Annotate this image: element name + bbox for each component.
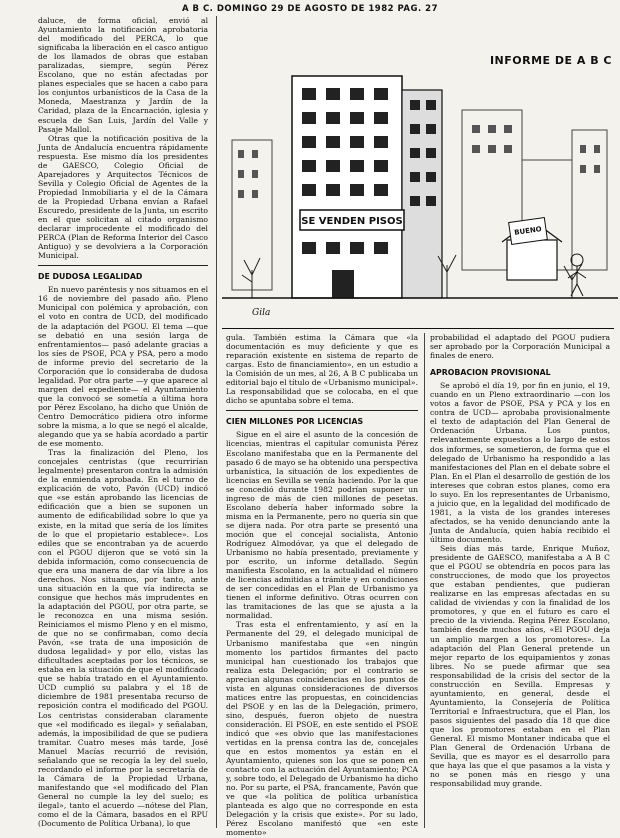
paragraph: gula. También estima la Cámara que «la documentación es muy deficiente y que es reparación existente en sistema de reparto de cargas. Esto de financiamiento», en un estudio a la Comisión de un mes, al 26, A B C publicaba un editorial bajo el título de «Urbanismo municipal». La responsabilidad que se colocaba, en el que dicho se apuntaba sobre el tema.	[226, 333, 418, 406]
paragraph: Tras esta el enfrentamiento, y así en la Permanente del 29, el delegado municipal de Urbanismo manifestaba que «en ningún momento los partidos firmantes del pacto municipal han cuestionado los trabajos que realiza esta Delegación; por el contrario se aprecian algunas coincidencias en los puntos de vista en algunas consideraciones de diversos matices entre las propuestas, en coincidencias del PSOE y en las de la Delegación, primero, sino, después, fueron objeto de nuestra consideración. El PSOE, en este sentido el PSOE indicó que «es obvio que las manifestaciones vertidas en la prensa contra las de, concejales que en estos momentos ya están en el Ayuntamiento, quienes son los que se ponen en contacto con la actuación del Ayuntamiento; PCA y, sobre todo, el Delegado de Urbanismo ha dicho no. Por su parte, el PSA, francamente, Pavón que ve que «la política de política urbanística planteada es algo que no corresponde en esta Delegación y la crisis que existe». Por su lado, Pérez Escolano manifestó que «en este momento»	[226, 620, 418, 838]
cartoon-illustration	[222, 70, 618, 322]
section-heading: DE DUDOSA LEGALIDAD	[38, 272, 143, 282]
cartoon-bottom-rule	[222, 328, 614, 329]
paragraph: En nuevo paréntesis y nos situamos en el 16 de noviembre del pasado año. Pleno Municipal con polémica y aprobación, con el voto en contra de UCD, del modificado de la adaptación del PGOU. El tema —que se debatió en una sesión larga de enfrentamientos— pasó adelante gracias a los síes de PSOE, PCA y PSA, pero a modo de informe previo del secretario de la Corporación que lo consideraba de dudosa legalidad. Por otra parte —y que aparece al margen del expediente— el Ayuntamiento que la convocó se sometía a última hora por Pérez Escolano, ha dicho que Unión de Centro Democrático pidiera otro informe sobre la misma, a lo que se negó el alcalde, alegando que ya se había acordado a partir de ese momento.	[38, 285, 208, 449]
column-2	[226, 333, 418, 838]
section-label: INFORME DE A B C	[489, 54, 612, 67]
paragraph: probabilidad el adaptado del PGOU pudiera ser aprobado por la Corporación Municipal a finales de enero.	[430, 333, 610, 361]
column-divider	[424, 333, 425, 828]
section-heading: CIEN MILLONES POR LICENCIAS	[226, 417, 364, 427]
section-heading: APROBACION PROVISIONAL	[430, 368, 551, 378]
paragraph: Tras la finalización del Pleno, los concejales centristas (que recurrirían legalmente) presentaron contra la admisión de la enmienda aprobada. En el turno de explicación de voto, Pavón (UCD) indicó que «se están aprobando las licencias de edificación que a bien se suponen un aumento de edificabilidad sobre lo que ya existe, en la mitad que sería de los límites de lo que el propietario establece». Los ediles que se encontraban ya de acuerdo con el PGOU dijeron que se votó sin la debida información, como consecuencia de que era una manera de dar vía libre a los derechos. Nos situamos, por tanto, ante una situación en la que vía indirecta se consigue que hechos más imprudentes en la adaptación del PGOU, por otra parte, se le reconozca en una misma sesión. Reiniciamos el mismo Pleno y en el mismo, de que no se confirmaban, como decía Pavón, «se trata de una imposición de dudosa legalidad» y por ello, vistas las dificultades aceptadas por los técnicos, se estaba en la situación de que el modificado que se había tratado en el Ayuntamiento. UCD cumplió su palabra y el 18 de diciembre de 1981 presentaba recurso de reposición contra el modificado del PGOU. Los centristas consideraban claramente que «el modificado es ilegal» y señalaban, además, la imposibilidad de que se pudiera tramitar. Cuatro meses más tarde, José Manuel Macías recurrió de revisión, señalando que se recogía la ley del suelo, recordando el informe por la secretaría de la Cámara de la Propiedad Urbana, manifestando que «el modificado del Plan General no cumple la ley del suelo; es ilegal», tanto el acuerdo —nótese del Plan, como el de la Cámara, basados en el RPU (Documento de Política Urbana), lo que	[38, 448, 208, 829]
paragraph: Seis días más tarde, Enrique Muñoz, presidente de GAESCO, manifestaba a A B C que el PGOU se obtendría en pocos para las construcciones, de modo que los proyectos que estaban pendientes, que pudieran realizarse en las empresas afectadas en su calidad de viviendas y con la finalidad de los promotores, y que en el futuro es caro el precio de la vivienda. Regina Pérez Escolano, también desde muchos años, «El PGOU deja un amplio margen a los promotores». La adaptación del Plan General pretende un mejor reparto de los equipamientos y zonas libres. No se puede afirmar que sea responsabilidad de la crisis del sector de la construcción en Sevilla. Empresas y ayuntamiento, en general, desde el Ayuntamiento, la Consejería de Política Territorial e Infraestructura, que el Plan, los pasos siguientes del pasado día 18 que dice que los promotores estaban en el Plan General. El mismo Montaner indicaba que el Plan General de Ordenación Urbana de Sevilla, que es mayor es el desarrollo para que haya las que el que pasamos a la vista y no se ponen más en riesgo y una responsabilidad muy grande.	[430, 544, 610, 789]
svg-text:BUENO: BUENO	[513, 225, 543, 237]
column-1	[38, 16, 208, 828]
signature: Gila	[252, 308, 271, 318]
paragraph: Sigue en el aire el asunto de la concesión de licencias, mientras el capitular comunista Pérez Escolano manifestaba que en la Permanente del pasado 6 de mayo se ha obtenido una perspectiva urbanística, la situación de los expedientes de licencias en Sevilla se venía haciendo. Por la que se concedió durante 1982 podrían suponer un ingreso de más de cien millones de pesetas. Escolano debería haber informado sobre la misma en la Permanente, pero no quería sin que se dijera nada. Por otra parte se presentó una moción que el concejal socialista, Antonio Rodríguez Almodóvar, ya que el delegado de Urbanismo no había presentado, previamente y por escrito, un informe detallado. Según manifiesta Escolano, en la actualidad el número de licencias admitidas a trámite y en condiciones de ser concedidas en el Plan de Urbanismo ya tienen el informe definitivo. Otras ocurren con las tramitaciones de las que se ajusta a la normalidad.	[226, 430, 418, 621]
column-3	[430, 333, 610, 828]
page-header: A B C. DOMINGO 29 DE AGOSTO DE 1982 PAG. 27	[181, 4, 439, 14]
paragraph: Otras que la notificación positiva de la Junta de Andalucía encuentra rápidamente respuesta. Ese mismo día los presidentes de GAESCO, Colegio Oficial de Aparejadores y Arquitectos Técnicos de Sevilla y Colegio Oficial de Agentes de la Propiedad Inmobiliaria y el de la Cámara de la Propiedad Urbana envían a Rafael Escuredo, presidente de la Junta, un escrito en el que solicitan al citado organismo declarar improcedente el modificado del PERCA (Plan de Reforma Interior del Casco Antiguo) y se devolviera a la Corporación Municipal.	[38, 133, 208, 261]
column-divider	[216, 16, 217, 828]
paragraph: Se aprobó el día 19, por fin en junio, el 19, cuando en un Pleno extraordinario —con los votos a favor de PSOE, PSA y PCA y los en contra de UCD— aprobaba provisionalmente el texto de adaptación del Plan General de Ordenación Urbana. Los puntos, relevantemente expuestos a lo largo de estos dos informes, se sometieron, de forma que el delegado de Urbanismo ha respondido a las manifestaciones del Plan en el debate sobre el Plan. En el Plan el desarrollo de gestión de los intereses que cobran estos planes, como era lo suyo. En los representantes de Urbanismo, a juicio que, en la legalidad del modificado de 1981, a la vista de los grandes intereses afectados, se ha venido denunciando ante la Junta de Andalucía, quien había recibido el último documento.	[430, 381, 610, 544]
section-rule	[226, 410, 418, 411]
section-rule	[38, 265, 208, 266]
sign-text: SE VENDEN PISOS	[301, 216, 403, 227]
paragraph: daluce, de forma oficial, envió al Ayuntamiento la notificación aprobatoria del modificado del PERCA, lo que significaba la liberación en el casco antiguo de los llamados de obras que estaban paralizadas, siempre, según Pérez Escolano, que no están afectadas por planes especiales que se hacen a cabo para los conjuntos urbanísticos de la Casa de la Moneda, Maestranza y Jardín de la Caridad, plaza de la Encarnación, iglesia y escuela de San Luis, Jardín del Valle y Pasaje Mallol.	[38, 16, 208, 134]
